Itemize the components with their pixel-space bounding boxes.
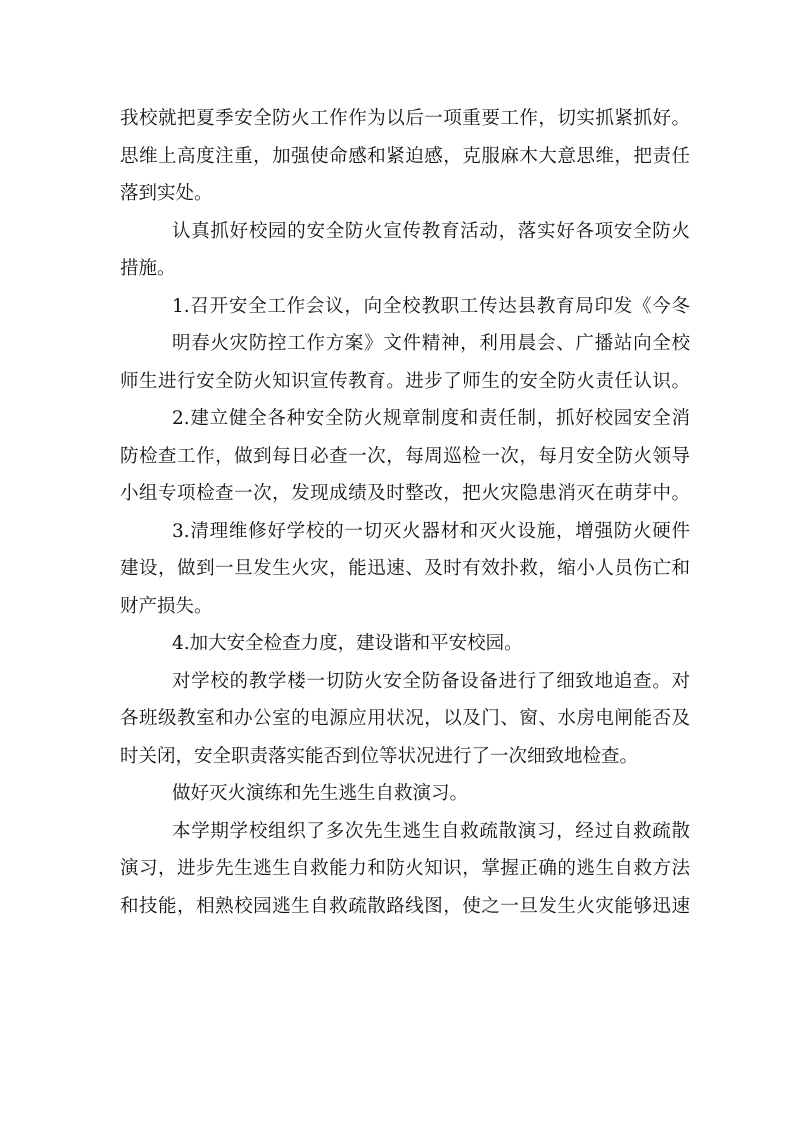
text-line: 演习，进步先生逃生自救能力和防火知识，掌握正确的逃生自救方法: [120, 858, 690, 879]
text-line: 做好灭火演练和先生逃生自救演习。: [172, 783, 469, 804]
text-line: 财产损失。: [120, 595, 213, 617]
text-line: 时关闭，安全职责落实能否到位等状况进行了一次细致地检查。: [120, 745, 639, 767]
text-line: 落到实处。: [120, 183, 213, 204]
text-line: 师生进行安全防火知识宣传教育。进步了师生的安全防火责任认识。: [120, 370, 690, 392]
text-line: 认真抓好校园的安全防火宣传教育活动，落实好各项安全防火: [172, 220, 690, 242]
text-line: 小组专项检查一次，发现成绩及时整改，把火灾隐患消灭在萌芽中。: [120, 483, 690, 504]
text-line: 对学校的教学楼一切防火安全防备设备进行了细致地追查。对: [172, 670, 690, 692]
text-line: 4.加大安全检查力度，建设谐和平安校园。: [172, 633, 523, 654]
text-line: 防检查工作，做到每日必查一次，每周巡检一次，每月安全防火领导: [120, 445, 690, 467]
text-line: 和技能，相熟校园逃生自救疏散路线图，使之一旦发生火灾能够迅速: [120, 895, 690, 917]
text-line: 2.建立健全各种安全防火规章制度和责任制，抓好校园安全消: [172, 408, 690, 429]
text-line: 3.清理维修好学校的一切灭火器材和灭火设施，增强防火硬件: [172, 520, 690, 542]
text-line: 思维上高度注重，加强使命感和紧迫感，克服麻木大意思维，把责任: [120, 145, 690, 167]
text-line: 1.召开安全工作会议，向全校教职工传达县教育局印发《今冬: [172, 295, 690, 317]
text-line: 措施。: [120, 258, 176, 279]
text-line: 我校就把夏季安全防火工作作为以后一项重要工作，切实抓紧抓好。: [120, 108, 690, 129]
text-line: 本学期学校组织了多次先生逃生自救疏散演习，经过自救疏散: [172, 820, 690, 842]
document-body: [120, 100, 690, 925]
text-line: 各班级教室和办公室的电源应用状况，以及门、窗、水房电闸能否及: [120, 708, 690, 729]
text-line: 明春火灾防控工作方案》文件精神，利用晨会、广播站向全校: [172, 333, 690, 354]
text-line: 建设，做到一旦发生火灾，能迅速、及时有效扑救，缩小人员伤亡和: [120, 558, 690, 579]
